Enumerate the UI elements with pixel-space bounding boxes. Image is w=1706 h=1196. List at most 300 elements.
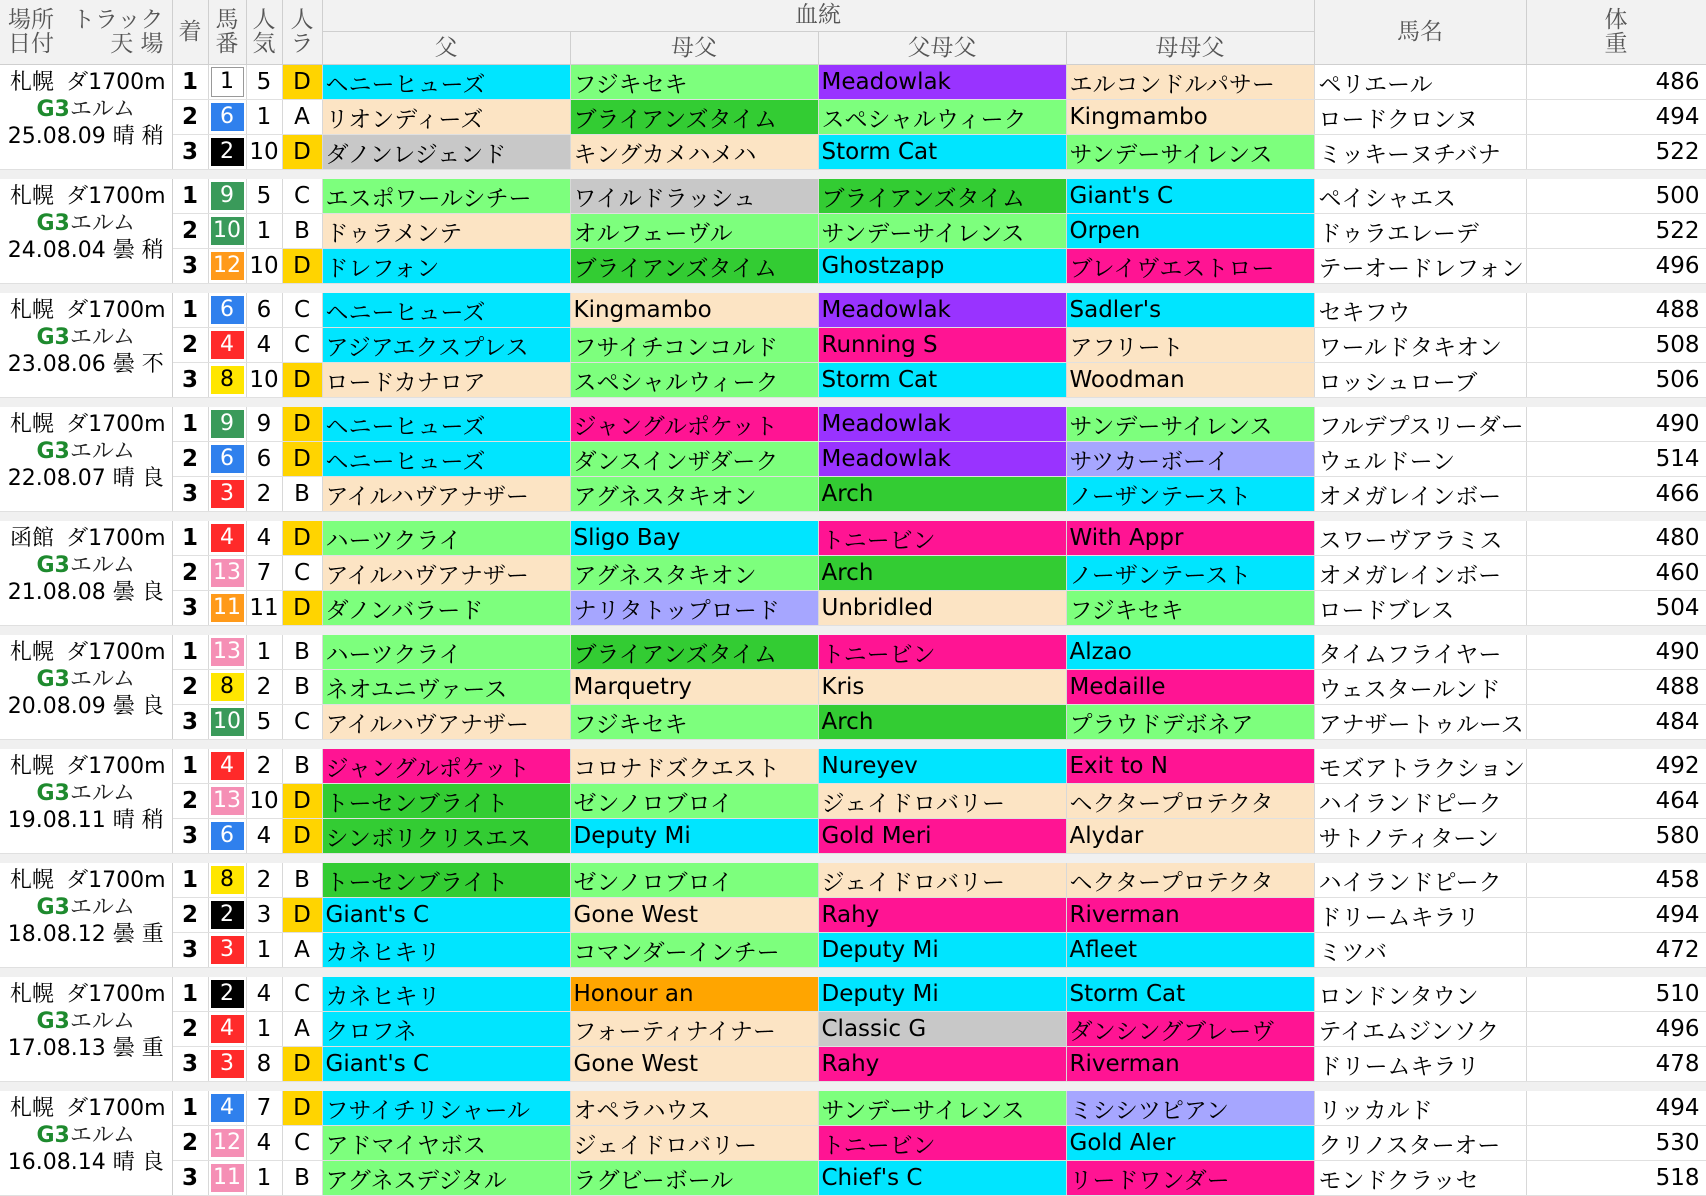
dam-sire: ジェイドロバリー bbox=[570, 1126, 818, 1161]
race-course: ダ1700m bbox=[66, 982, 166, 1007]
horse-weight: 472 bbox=[1526, 933, 1706, 968]
finish-position: 1 bbox=[172, 1091, 208, 1126]
horse-number bbox=[208, 477, 246, 512]
horse-number bbox=[208, 521, 246, 556]
table-row bbox=[0, 1012, 1706, 1047]
horse-weight: 490 bbox=[1526, 407, 1706, 442]
popularity-rank: D bbox=[282, 1091, 322, 1126]
horse-number bbox=[208, 179, 246, 214]
dam-sire: Sligo Bay bbox=[570, 521, 818, 556]
horse-weight: 484 bbox=[1526, 705, 1706, 740]
race-name: エルム bbox=[69, 1009, 135, 1034]
popularity-rank: D bbox=[282, 521, 322, 556]
race-name: エルム bbox=[69, 1123, 135, 1148]
popularity-rank: B bbox=[282, 214, 322, 249]
horse-weight: 492 bbox=[1526, 749, 1706, 784]
race-info bbox=[0, 65, 172, 170]
finish-position: 1 bbox=[172, 407, 208, 442]
sire: ヘニーヒューズ bbox=[322, 442, 570, 477]
race-weather: 曇 bbox=[112, 922, 135, 947]
popularity: 10 bbox=[246, 363, 282, 398]
dam-dam-sire: エルコンドルパサー bbox=[1066, 65, 1314, 100]
race-going: 重 bbox=[141, 922, 164, 947]
horse-name: ハイランドピーク bbox=[1314, 863, 1526, 898]
dam-dam-sire: Giant's C bbox=[1066, 179, 1314, 214]
race-info bbox=[0, 407, 172, 512]
finish-position: 3 bbox=[172, 705, 208, 740]
horse-name: フルデプスリーダー bbox=[1314, 407, 1526, 442]
table-row bbox=[0, 635, 1706, 670]
horse-weight: 494 bbox=[1526, 100, 1706, 135]
sire-dam-sire: Meadowlak bbox=[818, 65, 1066, 100]
race-course: ダ1700m bbox=[66, 868, 166, 893]
race-info bbox=[0, 293, 172, 398]
race-name: エルム bbox=[69, 211, 135, 236]
horse-number-badge: 8 bbox=[211, 673, 244, 701]
horse-number bbox=[208, 328, 246, 363]
sire: カネヒキリ bbox=[322, 933, 570, 968]
horse-number-badge: 12 bbox=[211, 252, 244, 280]
horse-number bbox=[208, 1012, 246, 1047]
race-grade: G3 bbox=[36, 667, 70, 692]
race-place: 札幌 bbox=[10, 184, 55, 209]
dam-dam-sire: プラウドデボネア bbox=[1066, 705, 1314, 740]
sire: アイルハヴアナザー bbox=[322, 705, 570, 740]
dam-sire: Kingmambo bbox=[570, 293, 818, 328]
sire-dam-sire: Classic G bbox=[818, 1012, 1066, 1047]
horse-weight: 508 bbox=[1526, 328, 1706, 363]
race-grade: G3 bbox=[36, 781, 70, 806]
dam-sire: アグネスタキオン bbox=[570, 556, 818, 591]
table-row bbox=[0, 65, 1706, 100]
popularity-rank: C bbox=[282, 328, 322, 363]
horse-number-badge: 4 bbox=[211, 331, 244, 359]
horse-name: リッカルド bbox=[1314, 1091, 1526, 1126]
race-grade: G3 bbox=[36, 97, 70, 122]
horse-weight: 480 bbox=[1526, 521, 1706, 556]
race-date: 16.08.14 bbox=[7, 1150, 106, 1175]
dam-sire: Gone West bbox=[570, 1047, 818, 1082]
sire: Giant's C bbox=[322, 898, 570, 933]
race-course: ダ1700m bbox=[66, 70, 166, 95]
race-separator bbox=[0, 284, 1706, 294]
race-name: エルム bbox=[69, 97, 135, 122]
race-going: 稍 bbox=[141, 238, 164, 263]
horse-number bbox=[208, 249, 246, 284]
dam-sire: ジャングルポケット bbox=[570, 407, 818, 442]
dam-dam-sire: Kingmambo bbox=[1066, 100, 1314, 135]
race-place: 札幌 bbox=[10, 868, 55, 893]
race-date: 18.08.12 bbox=[7, 922, 106, 947]
horse-number-badge: 3 bbox=[211, 480, 244, 508]
sire-dam-sire: Rahy bbox=[818, 898, 1066, 933]
finish-position: 3 bbox=[172, 1161, 208, 1196]
horse-number-badge: 2 bbox=[211, 138, 244, 166]
horse-number-badge: 11 bbox=[211, 1164, 244, 1192]
sire-dam-sire: Gold Meri bbox=[818, 819, 1066, 854]
popularity-rank: D bbox=[282, 898, 322, 933]
sire-dam-sire: Arch bbox=[818, 556, 1066, 591]
sire: ロードカナロア bbox=[322, 363, 570, 398]
race-separator bbox=[0, 1082, 1706, 1092]
horse-number bbox=[208, 898, 246, 933]
horse-weight: 490 bbox=[1526, 635, 1706, 670]
table-row bbox=[0, 363, 1706, 398]
horse-number-badge: 13 bbox=[211, 559, 244, 587]
dam-sire: ゼンノロブロイ bbox=[570, 784, 818, 819]
popularity: 4 bbox=[246, 521, 282, 556]
sire: エスポワールシチー bbox=[322, 179, 570, 214]
horse-name: ハイランドピーク bbox=[1314, 784, 1526, 819]
dam-sire: フジキセキ bbox=[570, 705, 818, 740]
popularity: 4 bbox=[246, 977, 282, 1012]
dam-sire: ブライアンズタイム bbox=[570, 635, 818, 670]
finish-position: 2 bbox=[172, 556, 208, 591]
popularity: 5 bbox=[246, 705, 282, 740]
horse-name: ワールドタキオン bbox=[1314, 328, 1526, 363]
race-grade: G3 bbox=[36, 211, 70, 236]
horse-number bbox=[208, 1126, 246, 1161]
popularity: 2 bbox=[246, 477, 282, 512]
dam-dam-sire: フジキセキ bbox=[1066, 591, 1314, 626]
popularity-rank: B bbox=[282, 635, 322, 670]
horse-number-badge: 4 bbox=[211, 752, 244, 780]
horse-weight: 522 bbox=[1526, 135, 1706, 170]
race-name: エルム bbox=[69, 895, 135, 920]
horse-number-badge: 1 bbox=[211, 67, 244, 97]
horse-number-badge: 2 bbox=[211, 901, 244, 929]
dam-sire: ブライアンズタイム bbox=[570, 249, 818, 284]
horse-name: タイムフライヤー bbox=[1314, 635, 1526, 670]
sire-dam-sire: Storm Cat bbox=[818, 135, 1066, 170]
race-name: エルム bbox=[69, 553, 135, 578]
dam-dam-sire: Riverman bbox=[1066, 1047, 1314, 1082]
horse-number bbox=[208, 363, 246, 398]
header-damsire: 母父 bbox=[570, 32, 818, 65]
race-place: 札幌 bbox=[10, 982, 55, 1007]
dam-dam-sire: ダンシングブレーヴ bbox=[1066, 1012, 1314, 1047]
table-row bbox=[0, 705, 1706, 740]
table-row bbox=[0, 898, 1706, 933]
popularity-rank: C bbox=[282, 1126, 322, 1161]
table-row bbox=[0, 784, 1706, 819]
dam-sire: フジキセキ bbox=[570, 65, 818, 100]
popularity: 1 bbox=[246, 100, 282, 135]
dam-dam-sire: ノーザンテースト bbox=[1066, 556, 1314, 591]
horse-name: アナザートゥルース bbox=[1314, 705, 1526, 740]
race-info bbox=[0, 521, 172, 626]
race-course: ダ1700m bbox=[66, 184, 166, 209]
race-name: エルム bbox=[69, 667, 135, 692]
horse-name: ドゥラエレーデ bbox=[1314, 214, 1526, 249]
horse-weight: 530 bbox=[1526, 1126, 1706, 1161]
race-name: エルム bbox=[69, 781, 135, 806]
dam-dam-sire: Sadler's bbox=[1066, 293, 1314, 328]
race-grade: G3 bbox=[36, 895, 70, 920]
popularity: 1 bbox=[246, 933, 282, 968]
horse-number-badge: 9 bbox=[211, 182, 244, 210]
finish-position: 1 bbox=[172, 179, 208, 214]
dam-dam-sire: Riverman bbox=[1066, 898, 1314, 933]
race-grade: G3 bbox=[36, 1009, 70, 1034]
finish-position: 2 bbox=[172, 1126, 208, 1161]
horse-name: ウェルドーン bbox=[1314, 442, 1526, 477]
popularity-rank: D bbox=[282, 363, 322, 398]
popularity-rank: D bbox=[282, 249, 322, 284]
finish-position: 2 bbox=[172, 670, 208, 705]
header-sire-dam-sire: 父母父 bbox=[818, 32, 1066, 65]
race-weather: 晴 bbox=[112, 466, 135, 491]
horse-weight: 510 bbox=[1526, 977, 1706, 1012]
dam-dam-sire: リードワンダー bbox=[1066, 1161, 1314, 1196]
dam-dam-sire: ノーザンテースト bbox=[1066, 477, 1314, 512]
horse-weight: 504 bbox=[1526, 591, 1706, 626]
dam-dam-sire: Woodman bbox=[1066, 363, 1314, 398]
header-ninra: 人ラ bbox=[282, 0, 322, 65]
horse-number bbox=[208, 933, 246, 968]
race-course: ダ1700m bbox=[66, 412, 166, 437]
race-weather: 曇 bbox=[112, 580, 135, 605]
horse-number-badge: 6 bbox=[211, 822, 244, 850]
sire-dam-sire: Meadowlak bbox=[818, 407, 1066, 442]
horse-number-badge: 13 bbox=[211, 638, 244, 666]
popularity-rank: A bbox=[282, 933, 322, 968]
horse-name: セキフウ bbox=[1314, 293, 1526, 328]
dam-sire: フォーティナイナー bbox=[570, 1012, 818, 1047]
sire: アイルハヴアナザー bbox=[322, 477, 570, 512]
popularity: 10 bbox=[246, 784, 282, 819]
popularity: 5 bbox=[246, 65, 282, 100]
sire-dam-sire: トニービン bbox=[818, 521, 1066, 556]
table-row bbox=[0, 977, 1706, 1012]
horse-number bbox=[208, 705, 246, 740]
table-row bbox=[0, 819, 1706, 854]
popularity: 2 bbox=[246, 749, 282, 784]
race-going: 稍 bbox=[141, 808, 164, 833]
popularity-rank: D bbox=[282, 407, 322, 442]
dam-dam-sire: サンデーサイレンス bbox=[1066, 407, 1314, 442]
popularity: 1 bbox=[246, 1012, 282, 1047]
race-info bbox=[0, 635, 172, 740]
horse-number-badge: 8 bbox=[211, 866, 244, 894]
popularity: 7 bbox=[246, 556, 282, 591]
dam-sire: ブライアンズタイム bbox=[570, 100, 818, 135]
horse-number bbox=[208, 556, 246, 591]
table-body bbox=[0, 65, 1706, 1196]
horse-name: オメガレインボー bbox=[1314, 556, 1526, 591]
horse-weight: 522 bbox=[1526, 214, 1706, 249]
horse-weight: 464 bbox=[1526, 784, 1706, 819]
horse-number-badge: 2 bbox=[211, 980, 244, 1008]
horse-number-badge: 3 bbox=[211, 1050, 244, 1078]
horse-name: クリノスターオー bbox=[1314, 1126, 1526, 1161]
popularity: 4 bbox=[246, 819, 282, 854]
race-date: 23.08.06 bbox=[7, 352, 106, 377]
horse-number bbox=[208, 977, 246, 1012]
horse-name: ロードクロンヌ bbox=[1314, 100, 1526, 135]
horse-number bbox=[208, 591, 246, 626]
dam-sire: Marquetry bbox=[570, 670, 818, 705]
dam-sire: ナリタトップロード bbox=[570, 591, 818, 626]
header-umaban: 馬番 bbox=[208, 0, 246, 65]
table-row bbox=[0, 100, 1706, 135]
dam-dam-sire: サンデーサイレンス bbox=[1066, 135, 1314, 170]
horse-name: サトノティターン bbox=[1314, 819, 1526, 854]
dam-sire: コロナドズクエスト bbox=[570, 749, 818, 784]
horse-number-badge: 12 bbox=[211, 1129, 244, 1157]
dam-sire: アグネスタキオン bbox=[570, 477, 818, 512]
finish-position: 3 bbox=[172, 249, 208, 284]
table-row bbox=[0, 214, 1706, 249]
race-date: 21.08.08 bbox=[7, 580, 106, 605]
horse-weight: 580 bbox=[1526, 819, 1706, 854]
race-place: 札幌 bbox=[10, 1096, 55, 1121]
header-place: 場所 bbox=[8, 6, 54, 33]
header-ninki: 人気 bbox=[246, 0, 282, 65]
table-row bbox=[0, 933, 1706, 968]
popularity-rank: B bbox=[282, 670, 322, 705]
race-weather: 晴 bbox=[112, 124, 135, 149]
sire: Giant's C bbox=[322, 1047, 570, 1082]
race-separator bbox=[0, 740, 1706, 750]
table-row bbox=[0, 1161, 1706, 1196]
table-row bbox=[0, 477, 1706, 512]
race-separator bbox=[0, 626, 1706, 636]
horse-weight: 494 bbox=[1526, 898, 1706, 933]
sire-dam-sire: サンデーサイレンス bbox=[818, 1091, 1066, 1126]
popularity: 1 bbox=[246, 635, 282, 670]
race-date: 19.08.11 bbox=[7, 808, 106, 833]
sire: ジャングルポケット bbox=[322, 749, 570, 784]
horse-weight: 458 bbox=[1526, 863, 1706, 898]
table-header bbox=[0, 0, 1706, 65]
popularity: 2 bbox=[246, 863, 282, 898]
popularity: 1 bbox=[246, 1161, 282, 1196]
race-going: 重 bbox=[141, 1036, 164, 1061]
header-weather: 天 場 bbox=[110, 31, 164, 57]
popularity: 7 bbox=[246, 1091, 282, 1126]
sire-dam-sire: Storm Cat bbox=[818, 363, 1066, 398]
race-course: ダ1700m bbox=[66, 754, 166, 779]
popularity-rank: B bbox=[282, 863, 322, 898]
table-row bbox=[0, 135, 1706, 170]
popularity: 2 bbox=[246, 670, 282, 705]
sire-dam-sire: スペシャルウィーク bbox=[818, 100, 1066, 135]
race-place: 札幌 bbox=[10, 640, 55, 665]
horse-number-badge: 3 bbox=[211, 936, 244, 964]
finish-position: 3 bbox=[172, 933, 208, 968]
finish-position: 2 bbox=[172, 784, 208, 819]
horse-number bbox=[208, 670, 246, 705]
popularity: 6 bbox=[246, 442, 282, 477]
table-row bbox=[0, 591, 1706, 626]
finish-position: 3 bbox=[172, 135, 208, 170]
horse-name: オメガレインボー bbox=[1314, 477, 1526, 512]
popularity-rank: C bbox=[282, 705, 322, 740]
race-going: 良 bbox=[141, 1150, 164, 1175]
race-weather: 曇 bbox=[112, 1036, 135, 1061]
finish-position: 1 bbox=[172, 977, 208, 1012]
header-dam-dam-sire: 母母父 bbox=[1066, 32, 1314, 65]
race-place: 函館 bbox=[10, 526, 55, 551]
race-separator bbox=[0, 398, 1706, 408]
horse-number bbox=[208, 100, 246, 135]
dam-sire: ダンスインザダーク bbox=[570, 442, 818, 477]
popularity-rank: A bbox=[282, 1012, 322, 1047]
horse-weight: 466 bbox=[1526, 477, 1706, 512]
dam-sire: ラグビーボール bbox=[570, 1161, 818, 1196]
dam-sire: オルフェーヴル bbox=[570, 214, 818, 249]
race-going: 不 bbox=[141, 352, 164, 377]
sire-dam-sire: Kris bbox=[818, 670, 1066, 705]
finish-position: 2 bbox=[172, 898, 208, 933]
horse-number bbox=[208, 1161, 246, 1196]
popularity: 5 bbox=[246, 179, 282, 214]
dam-dam-sire: With Appr bbox=[1066, 521, 1314, 556]
table-row bbox=[0, 863, 1706, 898]
sire: アグネスデジタル bbox=[322, 1161, 570, 1196]
horse-number bbox=[208, 863, 246, 898]
popularity-rank: D bbox=[282, 1047, 322, 1082]
sire: シンボリクリスエス bbox=[322, 819, 570, 854]
horse-number bbox=[208, 1091, 246, 1126]
sire-dam-sire: Meadowlak bbox=[818, 293, 1066, 328]
dam-dam-sire: Gold Aler bbox=[1066, 1126, 1314, 1161]
dam-dam-sire: ヘクタープロテクタ bbox=[1066, 863, 1314, 898]
popularity-rank: D bbox=[282, 591, 322, 626]
sire-dam-sire: Rahy bbox=[818, 1047, 1066, 1082]
horse-number-badge: 4 bbox=[211, 524, 244, 552]
table-row bbox=[0, 1047, 1706, 1082]
popularity: 10 bbox=[246, 249, 282, 284]
popularity: 10 bbox=[246, 135, 282, 170]
horse-weight: 506 bbox=[1526, 363, 1706, 398]
horse-number bbox=[208, 293, 246, 328]
sire: アドマイヤボス bbox=[322, 1126, 570, 1161]
horse-weight: 488 bbox=[1526, 293, 1706, 328]
popularity: 3 bbox=[246, 898, 282, 933]
race-weather: 晴 bbox=[112, 1150, 135, 1175]
horse-number bbox=[208, 784, 246, 819]
popularity-rank: C bbox=[282, 293, 322, 328]
horse-weight: 514 bbox=[1526, 442, 1706, 477]
header-sire: 父 bbox=[322, 32, 570, 65]
dam-dam-sire: アフリート bbox=[1066, 328, 1314, 363]
race-info bbox=[0, 977, 172, 1082]
popularity: 1 bbox=[246, 214, 282, 249]
sire: アイルハヴアナザー bbox=[322, 556, 570, 591]
sire: フサイチリシャール bbox=[322, 1091, 570, 1126]
horse-number-badge: 10 bbox=[211, 217, 244, 245]
finish-position: 1 bbox=[172, 635, 208, 670]
horse-number bbox=[208, 214, 246, 249]
sire: ヘニーヒューズ bbox=[322, 407, 570, 442]
popularity: 8 bbox=[246, 1047, 282, 1082]
sire-dam-sire: Chief's C bbox=[818, 1161, 1066, 1196]
table-row bbox=[0, 179, 1706, 214]
race-weather: 曇 bbox=[112, 694, 135, 719]
popularity-rank: D bbox=[282, 65, 322, 100]
horse-weight: 496 bbox=[1526, 249, 1706, 284]
horse-number bbox=[208, 635, 246, 670]
table-row bbox=[0, 1091, 1706, 1126]
horse-number-badge: 6 bbox=[211, 103, 244, 131]
header-place-track bbox=[0, 0, 172, 65]
finish-position: 3 bbox=[172, 1047, 208, 1082]
dam-dam-sire: Afleet bbox=[1066, 933, 1314, 968]
horse-name: ロッシュローブ bbox=[1314, 363, 1526, 398]
table-row bbox=[0, 749, 1706, 784]
